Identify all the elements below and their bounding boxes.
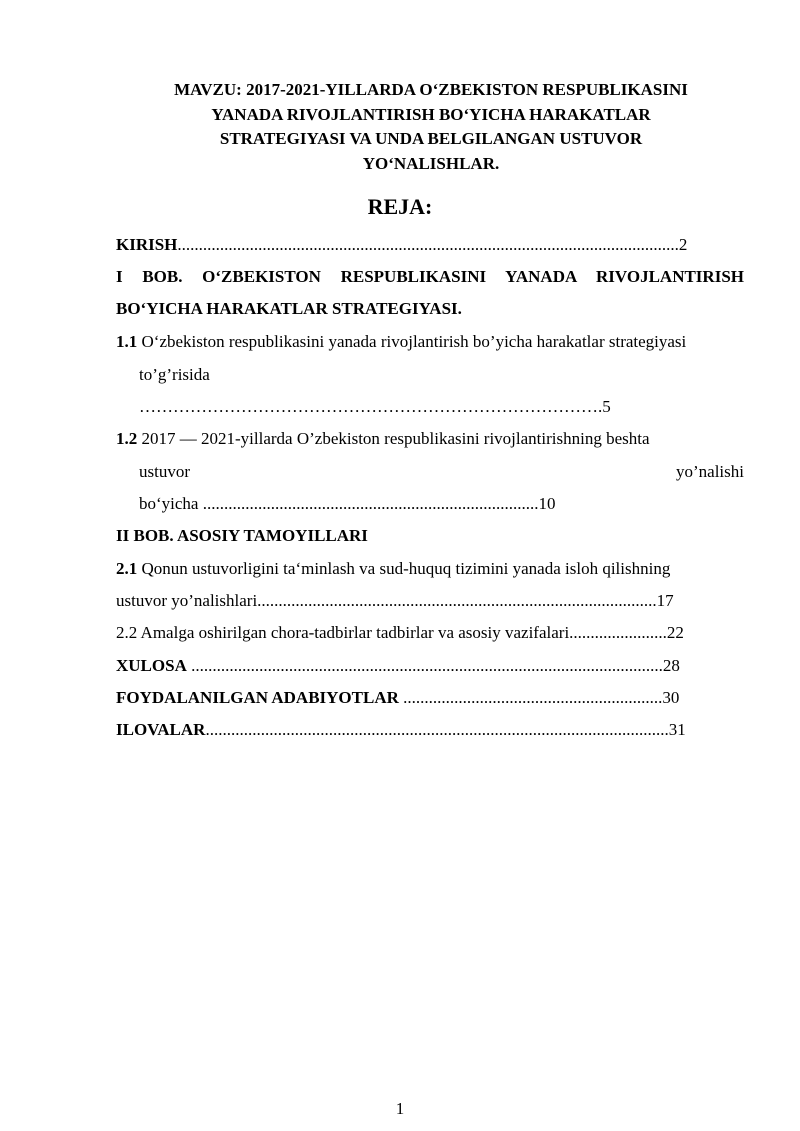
toc-section-1-1-leader [139, 396, 744, 418]
toc-section-number: 2.1 [116, 559, 138, 578]
toc-section-text: 2.2 Amalga oshirilgan chora-tadbirlar tadbirlar va asosiy vazifalari....................... [116, 623, 667, 642]
toc-section-text: O‘zbekiston respublikasini yanada rivojlantirish bo’yicha harakatlar strategiyasi [137, 332, 687, 351]
toc-entry-xulosa [116, 655, 744, 677]
toc-section-text: ustuvor [139, 462, 190, 481]
topic-line: MAVZU: 2017-2021-YILLARDA O‘ZBEKISTON RESPUBLIKASINI [174, 80, 688, 99]
toc-section-1-2-cont [139, 461, 744, 483]
page-number: 1 [395, 1099, 405, 1118]
toc-section-2-2 [116, 622, 744, 644]
toc-section-text: 2017 — 2021-yillarda O’zbekiston respublikasini rivojlantirishning beshta [137, 429, 650, 448]
toc-section-1-1 [116, 331, 744, 353]
toc-entry-kirish [116, 234, 744, 256]
plan-title: REJA: [367, 194, 433, 219]
topic-line: YO‘NALISHLAR. [362, 153, 500, 173]
topic-title [118, 78, 744, 176]
toc-leader: ............................................................. [398, 688, 663, 707]
toc-section-number: 1.2 [116, 429, 138, 448]
toc-page: 28 [662, 656, 680, 675]
toc-page: 5 [602, 397, 611, 416]
toc-section-text: yo’nalishi [676, 462, 744, 481]
toc-label: XULOSA [116, 656, 187, 675]
toc-section-text: bo‘yicha ............................................................................... [139, 494, 539, 513]
toc-section-1-1-cont: to’g’risida [139, 365, 210, 384]
toc-entry-appendices [116, 719, 744, 741]
toc-leader: ………………………………………………………………………. [139, 397, 603, 416]
toc-page: 22 [666, 623, 684, 642]
toc-page: 17 [656, 591, 674, 610]
toc-leader: ............................................................................................................... [186, 656, 663, 675]
toc-section-2-1-cont [116, 590, 744, 612]
toc-chapter-1-line1: I BOB. O‘ZBEKISTON RESPUBLIKASINI YANADA RIVOJLANTIRISH [116, 267, 744, 286]
toc-section-number: 1.1 [116, 332, 138, 351]
toc-page: 2 [678, 235, 688, 254]
toc-entry-references [116, 687, 744, 709]
toc-section-2-1 [116, 558, 744, 580]
toc-chapter-1-line2: BO‘YICHA HARAKATLAR STRATEGIYASI. [116, 299, 462, 318]
toc-label: KIRISH [116, 235, 178, 254]
toc-section-text: Qonun ustuvorligini ta‘minlash va sud-huquq tizimini yanada isloh qilishning [137, 559, 671, 578]
toc-leader: ............................................................................................................. [205, 720, 669, 739]
toc-section-text: ustuvor yo’nalishlari.............................................................................................. [116, 591, 657, 610]
toc-label: FOYDALANILGAN ADABIYOTLAR [116, 688, 399, 707]
toc-page: 31 [668, 720, 686, 739]
toc-section-1-2-leader [139, 493, 744, 515]
toc-leader: ...................................................................................................................... [177, 235, 679, 254]
toc-section-1-2 [116, 428, 744, 450]
toc-page: 30 [662, 688, 680, 707]
toc-page: 10 [538, 494, 556, 513]
topic-line: STRATEGIYASI VA UNDA BELGILANGAN USTUVOR [219, 129, 643, 148]
toc-label: ILOVALAR [116, 720, 206, 739]
topic-line: YANADA RIVOJLANTIRISH BO‘YICHA HARAKATLAR [211, 104, 651, 124]
toc-chapter-2: II BOB. ASOSIY TAMOYILLARI [116, 526, 368, 545]
